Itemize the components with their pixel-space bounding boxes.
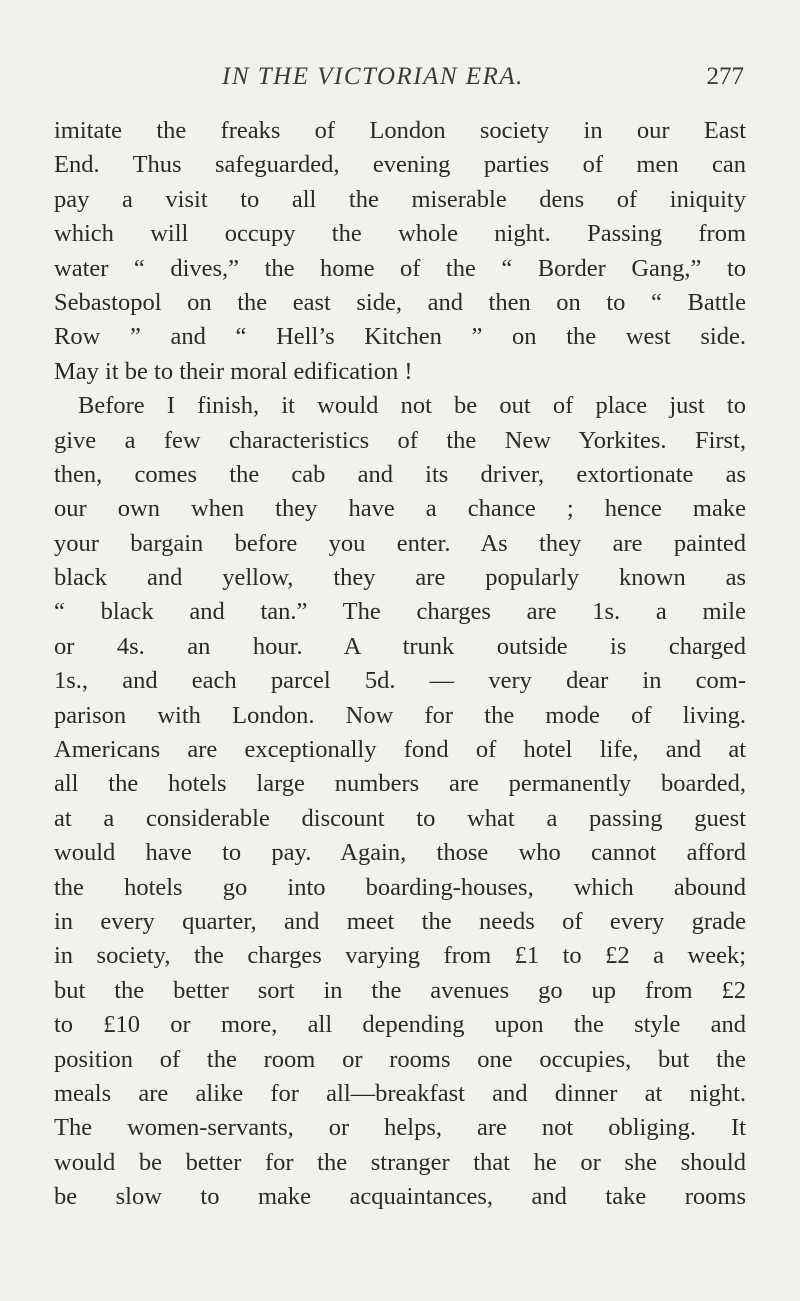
text-line: in society, the charges varying from £1 to £2 a week; (54, 942, 746, 970)
text-line: imitate the freaks of London society in our East (54, 117, 746, 144)
text-line: Sebastopol on the east side, and then on to “ Battle (54, 288, 746, 316)
text-line: Row ” and “ Hell’s Kitchen ” on the west side. (54, 323, 746, 351)
running-title: IN THE VICTORIAN ERA. (222, 63, 524, 90)
text-line: then, comes the cab and its driver, extortionate as (54, 460, 746, 488)
body-text (54, 114, 746, 1215)
text-line: or 4s. an hour. A trunk outside is charged (54, 632, 746, 660)
text-line: which will occupy the whole night. Passing from (54, 220, 746, 248)
text-line: in every quarter, and meet the needs of every grade (54, 907, 746, 935)
page-number: 277 (706, 63, 744, 90)
text-line: water “ dives,” the home of the “ Border Gang,” to (54, 254, 746, 282)
text-line: the hotels go into boarding-houses, which abound (54, 873, 746, 901)
text-line: be slow to make acquaintances, and take rooms (54, 1183, 746, 1211)
text-line: give a few characteristics of the New Yorkites. First, (54, 426, 746, 454)
text-line: but the better sort in the avenues go up from £2 (54, 976, 746, 1004)
text-line: Before I finish, it would not be out of place just to (78, 392, 746, 420)
text-line: would have to pay. Again, those who cannot afford (54, 839, 746, 867)
text-line: your bargain before you enter. As they are painted (54, 529, 746, 557)
text-line: End. Thus safeguarded, evening parties of men can (54, 151, 746, 179)
text-line: meals are alike for all—breakfast and dinner at night. (54, 1079, 746, 1107)
text-line: The women-servants, or helps, are not obliging. It (54, 1114, 746, 1142)
text-line: at a considerable discount to what a passing guest (54, 804, 746, 832)
running-head (0, 62, 800, 96)
text-line: “ black and tan.” The charges are 1s. a mile (54, 598, 746, 626)
text-line: parison with London. Now for the mode of living. (54, 701, 746, 729)
text-line: to £10 or more, all depending upon the style and (54, 1011, 746, 1039)
text-line: would be better for the stranger that he or she should (54, 1148, 746, 1176)
text-line: all the hotels large numbers are permanently boarded, (54, 770, 746, 798)
text-line: pay a visit to all the miserable dens of iniquity (54, 185, 746, 213)
text-line: our own when they have a chance ; hence make (54, 495, 746, 523)
text-line: May it be to their moral edification ! (54, 357, 413, 385)
text-line: 1s., and each parcel 5d. — very dear in com- (54, 667, 746, 695)
text-line: Americans are exceptionally fond of hotel life, and at (54, 736, 746, 764)
text-line: position of the room or rooms one occupies, but the (54, 1045, 746, 1073)
text-line: black and yellow, they are popularly known as (54, 564, 746, 592)
